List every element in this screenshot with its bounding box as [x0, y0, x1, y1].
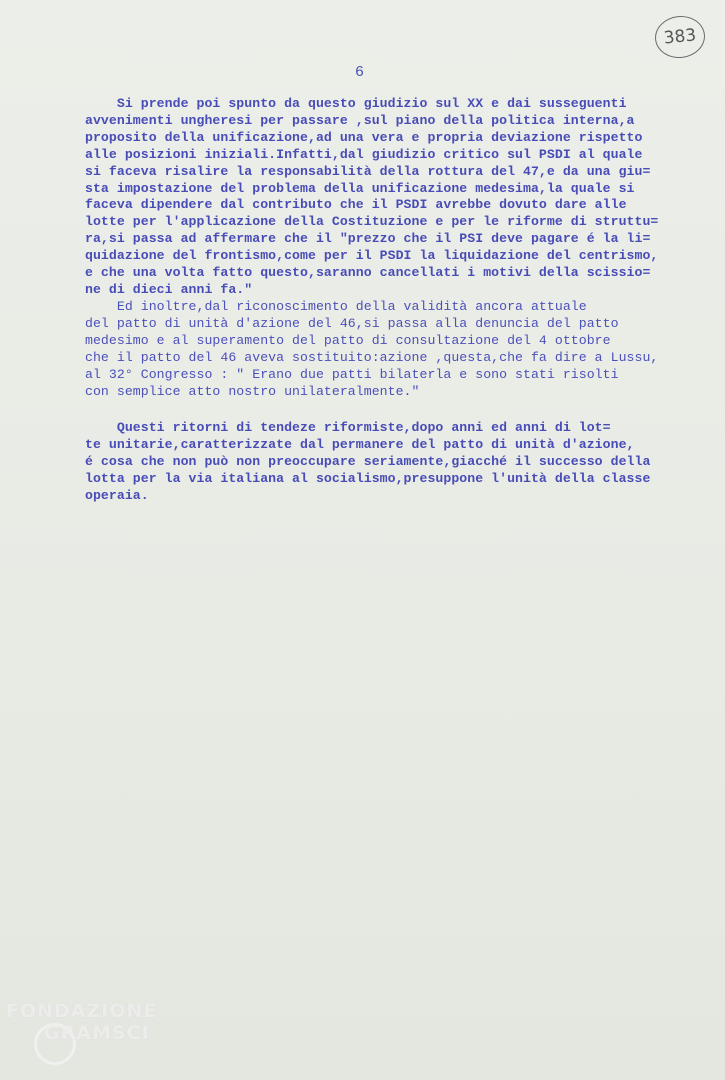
text-line: con semplice atto nostro unilateralmente." [85, 383, 420, 399]
watermark-line-1: FONDAZIONE [6, 1000, 158, 1022]
text-line: che il patto del 46 aveva sostituito:azione ,questa,che fa dire a Lussu, [85, 349, 659, 365]
text-line: Si prende poi spunto da questo giudizio sul XX e dai susseguenti [85, 96, 627, 111]
page-number: 6 [355, 64, 365, 81]
text-line: del patto di unità d'azione del 46,si passa alla denuncia del patto [85, 315, 619, 331]
text-line: si faceva risalire la responsabilità della rottura del 47,e da una giu= [85, 163, 651, 179]
text-line: lotte per l'applicazione della Costituzione e per le riforme di struttu= [85, 214, 659, 230]
text-line: al 32° Congresso : " Erano due patti bilaterla e sono stati risolti [85, 366, 619, 382]
text-line: Ed inoltre,dal riconoscimento della validità ancora attuale [85, 299, 587, 314]
archive-folio-stamp: 383 [653, 14, 707, 61]
text-line: faceva dipendere dal contributo che il PSDI avrebbe dovuto dare alle [85, 197, 627, 213]
text-line: alle posizioni iniziali.Infatti,dal giudizio critico sul PSDI al quale [85, 146, 643, 162]
watermark [6, 1000, 157, 1044]
text-line: te unitarie,caratterizzate dal permanere del patto di unità d'azione, [85, 436, 635, 452]
text-line: avvenimenti ungheresi per passare ,sul piano della politica interna,a [85, 112, 635, 128]
text-line: ra,si passa ad affermare che il "prezzo che il PSI deve pagare é la li= [85, 231, 651, 247]
text-line: medesimo e al superamento del patto di consultazione del 4 ottobre [85, 332, 611, 348]
text-line: lotta per la via italiana al socialismo,presuppone l'unità della classe [85, 470, 651, 486]
watermark-line-2: GRAMSCI [44, 1022, 150, 1044]
text-line: e che una volta fatto questo,saranno cancellati i motivi della scissio= [85, 265, 651, 280]
text-line: sta impostazione del problema della unificazione medesima,la quale si [85, 180, 635, 196]
text-line: ne di dieci anni fa." [85, 281, 253, 297]
text-line: é cosa che non può non preoccupare seriamente,giacché il successo della [85, 453, 651, 469]
text-line: operaia. [85, 487, 149, 503]
text-line: quidazione del frontismo,come per il PSDI la liquidazione del centrismo, [85, 248, 659, 264]
text-line: proposito della unificazione,ad una vera e propria deviazione rispetto [85, 129, 643, 145]
text-line: Questi ritorni di tendeze riformiste,dopo anni ed anni di lot= [85, 420, 611, 435]
